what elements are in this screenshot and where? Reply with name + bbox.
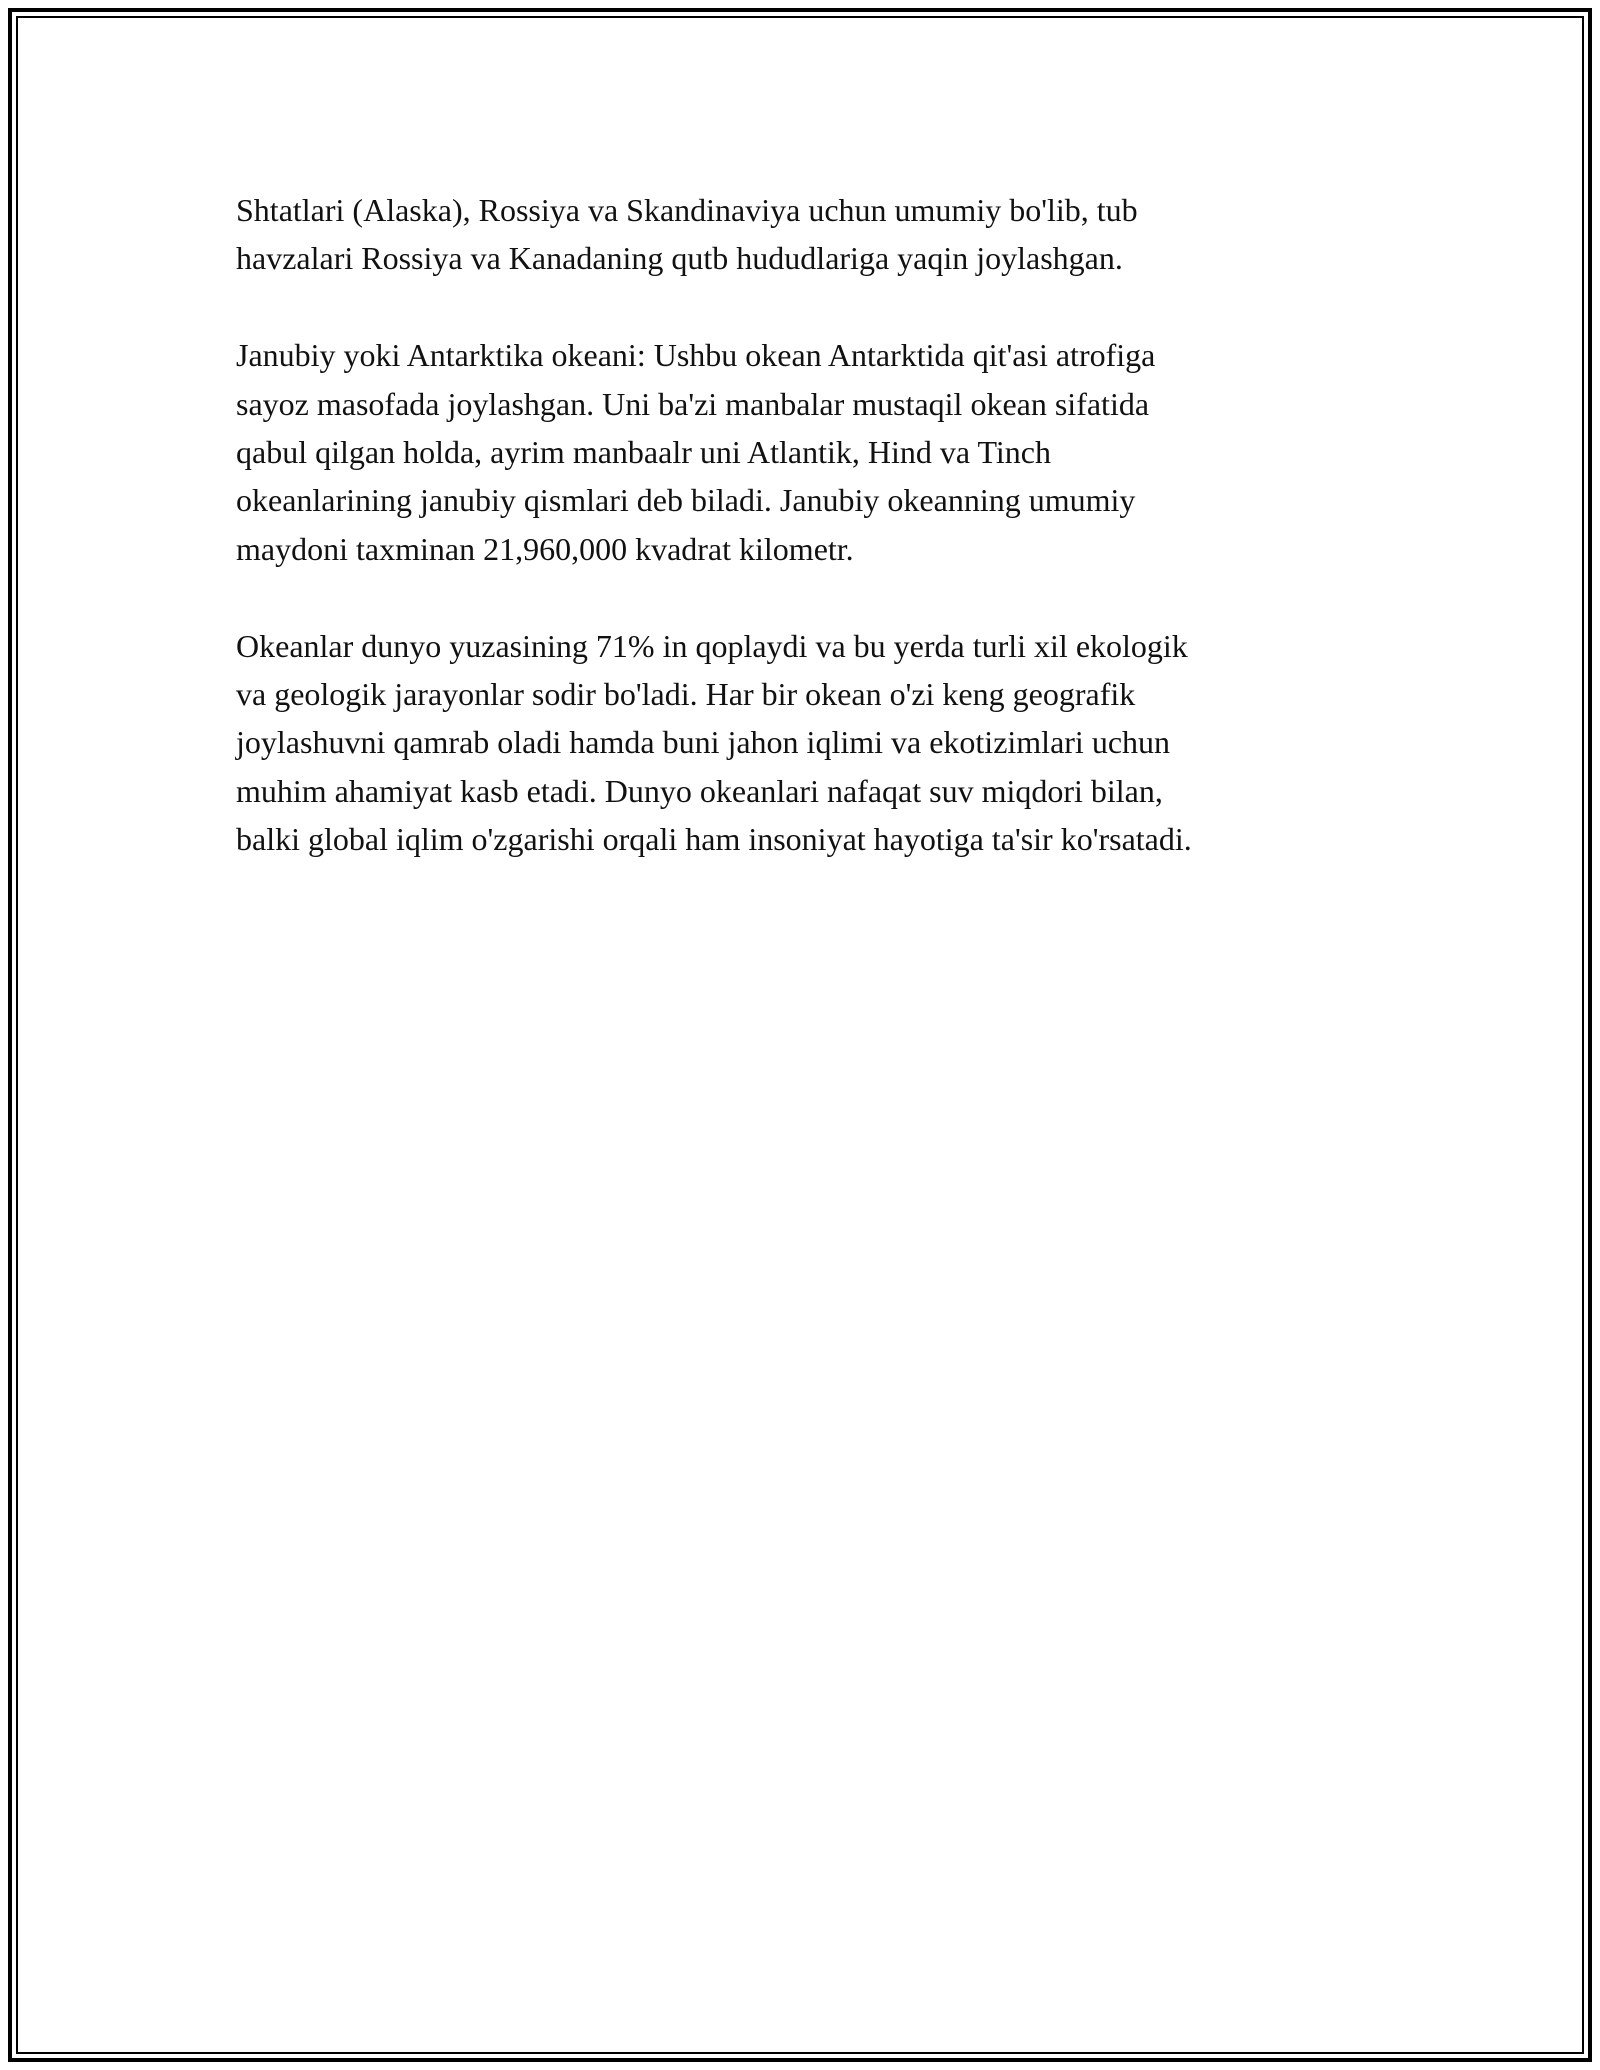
text-line: muhim ahamiyat kasb etadi. Dunyo okeanlari nafaqat suv miqdori bilan,	[236, 772, 1163, 809]
text-line: sayoz masofada joylashgan. Uni ba'zi manbalar mustaqil okean sifatida	[236, 385, 1150, 422]
document-body	[236, 186, 1366, 912]
paragraph-oceans-summary	[236, 622, 1366, 864]
text-line: Shtatlari (Alaska), Rossiya va Skandinaviya uchun umumiy bo'lib, tub	[236, 192, 1138, 228]
text-line: havzalari Rossiya va Kanadaning qutb hududlariga yaqin joylashgan.	[236, 240, 1123, 277]
paragraph-arctic-continued	[236, 186, 1366, 283]
text-line: joylashuvni qamrab oladi hamda buni jahon iqlimi va ekotizimlari uchun	[236, 724, 1171, 761]
text-line: qabul qilgan holda, ayrim manbaalr uni Atlantik, Hind va Tinch	[236, 434, 1051, 471]
text-line: balki global iqlim o'zgarishi orqali ham insoniyat hayotiga ta'sir ko'rsatadi.	[236, 821, 1192, 858]
text-line: okeanlarining janubiy qismlari deb biladi. Janubiy okeanning umumiy	[236, 482, 1136, 519]
text-line: Okeanlar dunyo yuzasining 71% in qoplaydi va bu yerda turli xil ekologik	[236, 627, 1188, 664]
text-line: Janubiy yoki Antarktika okeani: Ushbu okean Antarktida qit'asi atrofiga	[236, 337, 1156, 374]
paragraph-southern-ocean	[236, 331, 1366, 573]
text-line: va geologik jarayonlar sodir bo'ladi. Har bir okean o'zi keng geografik	[236, 676, 1136, 713]
text-line: maydoni taxminan 21,960,000 kvadrat kilometr.	[236, 530, 854, 567]
